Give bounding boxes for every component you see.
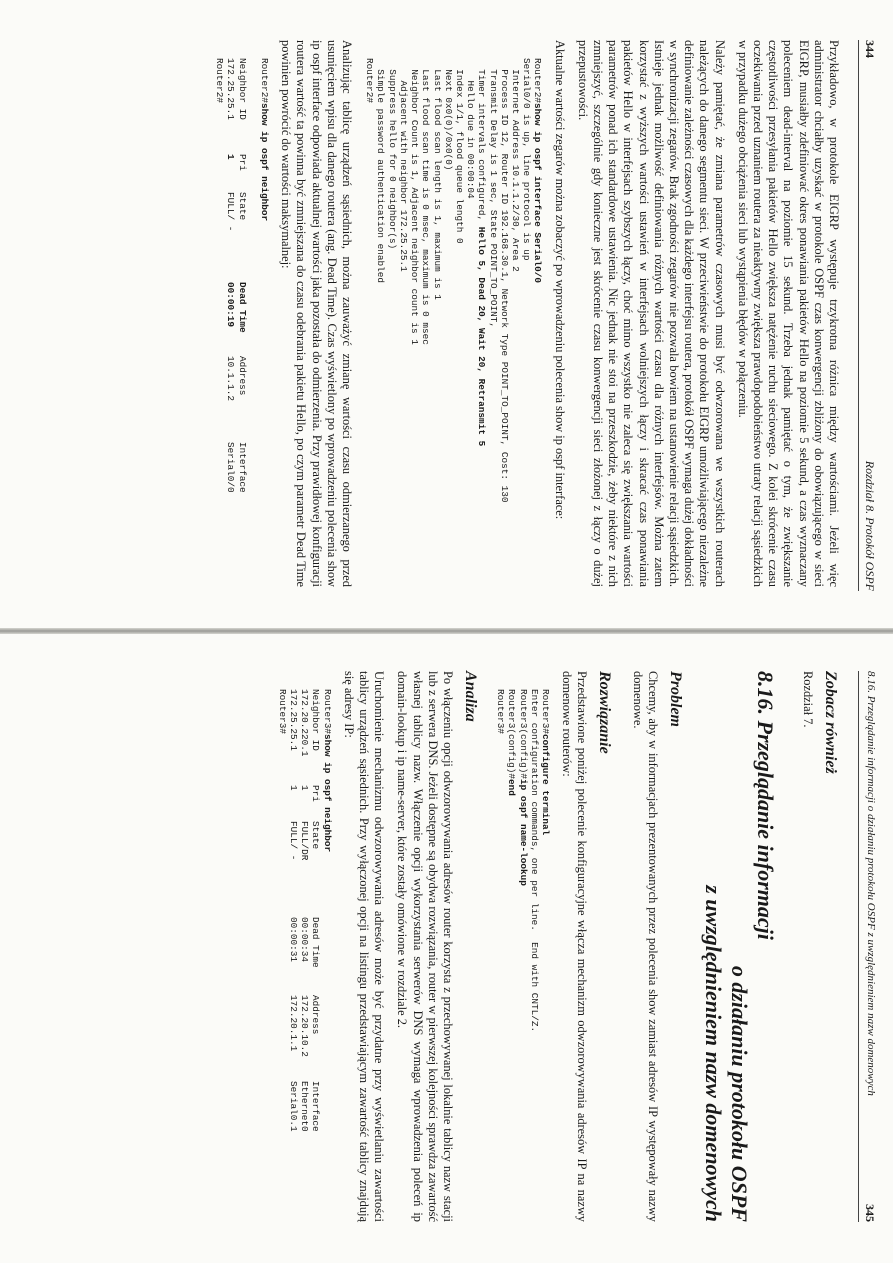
running-head-left [858, 40, 879, 591]
table-cell: 00:00:34 [299, 917, 311, 963]
table-cell: 1 [225, 154, 237, 160]
page-number: 345 [863, 1204, 877, 1222]
code-line: Enter configuration commands, one per line. End with CNTL/Z. [528, 689, 540, 1033]
table-cell: 00:00:31 [287, 917, 299, 963]
code-line: Timer intervals configured, [476, 58, 488, 227]
table-cell: Serial0/0 [225, 442, 237, 493]
paragraph: Należy pamiętać, że zmiana parametrów czasowych musi być odwzorowana we wszystkich routerach należących do danego segmentu sieci. W przeciwieństwie do protokołu EIGRP umożliwiającego niezależne definiowanie zależności czasowych dla każdego interfejsu routera, protokół OSPF wymaga dużej dokładności w synchronizacji zegarów. Brak zgodności zegarów nie pozwala bowiem na ustanowienie relacji sąsiedzkich. Istnieje jednak możliwość definiowania różnych wartości czasu dla różnych interfejsów. Można zatem korzystać z wyższych wartości ustawień w interfejsach wolniejszych łączy i skracać czas ponawiania pakietów Hello w interfejsach szybszych łączy, choć mimo wszystko nie zaleca się zwiększania wartości parametrów ponad ich standardowe ustawienia. Nic jednak nie stoi na przeszkodzie, żeby niektóre z nich zmniejszyć, szczególnie gdy konieczne jest skrócenie czasu konwergencji sieci złożonej z łączy o dużej przepustowości. [575, 40, 727, 587]
section-title [700, 671, 778, 1222]
table-cell: 172.20.220.1 [299, 689, 311, 757]
table-cell: Ethernet0 [299, 1081, 311, 1132]
col-header: Dead Time [310, 917, 322, 968]
code-line: Last flood scan length is 1, maximum is 1 [431, 58, 443, 300]
code-line: Internet Address 10.1.1.2/30, Area 2 [509, 58, 521, 272]
col-header: Address [310, 995, 322, 1035]
code-command: show ip ospf interface Serial0/0 [532, 103, 544, 284]
code-line: Neighbor Count is 1, Adjacent neighbor count is 1 [409, 58, 421, 345]
see-also-text: Rozdział 7. [801, 671, 815, 728]
section-title-line-1: 8.16. Przeglądanie informacji [752, 671, 778, 940]
col-header: Interface [310, 1081, 322, 1132]
code-line: Serial0/0 is up, line protocol is up [521, 58, 533, 261]
col-header: State [236, 192, 248, 221]
paragraph: Po włączeniu opcji odwzorowywania adresów router korzysta z przechowywanej lokalnie tablicy nazw stacji lub z serwera DNS. Jeżeli dostępne są obydwa rozwiązania, router w pierwszej kolejności sprawdza zawartość własnej tablicy nazw. Włączenie opcji wykorzystania serwerów DNS wymaga wprowadzenia poleceń ip domain-lookup i ip name-server, które zostały omówione w rozdziale 2. [395, 671, 455, 1222]
see-also-heading: Zobacz również [822, 671, 839, 774]
col-header: State [310, 821, 322, 850]
code-timers: Hello 5, Dead 20, Wait 20, Retransmit 5 [476, 226, 488, 447]
table-cell: 172.25.25.1 [225, 58, 237, 120]
table-cell: 10.1.1.2 [225, 356, 237, 402]
code-prompt: Router2# [532, 58, 544, 104]
col-header: Neighbor ID [310, 689, 322, 751]
section-title-line-2: o działaniu protokołu OSPF [726, 965, 752, 1222]
page-345 [0, 631, 893, 1262]
table-cell: 1 [299, 785, 311, 791]
table-cell: Serial0.1 [287, 1081, 299, 1132]
code-line: Hello due in 00:00:04 [465, 58, 477, 199]
analysis-heading: Analiza [461, 671, 479, 722]
paragraph: Aktualne wartości zegarów można zobaczyć po wprowadzeniu polecenia show ip ospf interface: [552, 40, 567, 520]
code-prompt: Router3(config)# [517, 689, 529, 780]
code-prompt: Router3(config)# [506, 689, 518, 780]
code-prompt: Router3# [321, 689, 333, 735]
paragraph: Analizując tablicę urządzeń sąsiednich, można zauważyć zmianę wartości czasu odmierzanego przed usunięciem wpisu dla danego routera (ang. Dead Time). Czas wyświetlony po wprowadzeniu polecenia show ip ospf interface odpowiada aktualnej wartości jaka pozostała do odmierzenia. Przy prawidłowej konfiguracji routera wartość ta powinna być zmniejszana do czasu odebrania pakietu Hello, po czym parametr Dead Time powinien powrócić do wartości maksymalnej: [279, 40, 355, 587]
code-listing-show-ip-ospf-interface [364, 58, 543, 587]
code-line: Router3# [495, 689, 507, 735]
code-line: Router2# [364, 58, 376, 104]
col-header: Neighbor ID [236, 58, 248, 120]
paragraph: Uruchomienie mechanizmu odwzorowywania adresów może być przydatne przy wyświetlaniu zawartości tablicy urządzeń sąsiednich. Przy wyłączonej opcji na listingu przedstawiającym zawartość tablicy znajdują się adresy IP: [341, 671, 387, 1222]
table-cell: FULL/ - [287, 821, 299, 861]
solution-heading: Rozwiązanie [596, 671, 614, 754]
code-line: Last flood scan time is 0 msec, maximum is 0 msec [420, 58, 432, 345]
col-header: Pri [310, 785, 322, 802]
table-cell: FULL/ - [225, 192, 237, 232]
solution-text: Przedstawione poniżej polecenie konfiguracyjne włącza mechanizm odwzorowywania adresów IP na nazwy domenowe routerów: [560, 671, 590, 1222]
col-header: Dead Time [236, 282, 248, 333]
running-head-title: 8.16. Przeglądanie informacji o działaniu protokołu OSPF z uwzględnieniem nazw domenowych [865, 671, 877, 1096]
code-line: Process ID 12, Router ID 192.168.30.1, Network Type POINT_TO_POINT, Cost: 130 [498, 58, 510, 503]
table-cell: FULL/DR [299, 821, 311, 861]
code-listing-name-lookup [495, 689, 551, 1222]
code-line: Simple password authentication enabled [375, 58, 387, 284]
col-header: Pri [236, 154, 248, 171]
code-line: Router2# [214, 58, 226, 104]
page-344 [0, 0, 893, 631]
code-prompt: Router2# [259, 58, 271, 104]
code-listing-show-ip-ospf-neighbor [214, 58, 270, 587]
code-line: Next 0x0(0)/0x0(0) [442, 58, 454, 171]
running-head-title: Rozdział 8. Protokół OSPF [863, 460, 877, 591]
code-command: show ip ospf neighbor [321, 734, 333, 853]
col-header: Address [236, 356, 248, 396]
code-command: show ip ospf neighbor [259, 103, 271, 222]
table-cell: 172.25.25.1 [287, 689, 299, 751]
code-line: Transmit Delay is 1 sec, State POINT_TO_POINT, [487, 58, 499, 329]
table-cell: 172.20.10.2 [299, 995, 311, 1057]
table-cell: 1 [287, 785, 299, 791]
code-prompt: Router3# [539, 689, 551, 735]
running-head-right [858, 671, 879, 1222]
section-title-line-3: z uwzględnieniem nazw domenowych [700, 885, 726, 1222]
code-line: Suppress hello for 0 neighbor(s) [386, 58, 398, 250]
code-listing-show-ip-ospf-neighbor [277, 689, 333, 1222]
page-number: 344 [863, 40, 877, 58]
paragraph: Przykładowo, w protokole EIGRP występuje trzykrotna różnica między wartościami. Jeżeli więc administrator chciałby uzyskać w protokole OSPF czas konwergencji zbliżony do obowiązującego w sieci EIGRP, musiałby zdefiniować okres ponawiania pakietów Hello na poziomie 5 sekund, a czas wyznaczany poleceniem dead-interval na poziomie 15 sekund. Trzeba jednak pamiętać o tym, że zwiększanie częstotliwości przesyłania pakietów Hello zwiększa natężenie ruchu sieciowego. Z kolei skrócenie czasu oczekiwania przed uznaniem routera za nieaktywny zwiększa prawdopodobieństwo utraty relacji sąsiedzkich w przypadku dużego obciążenia sieci lub wystąpienia błędów w połączeniu. [735, 40, 841, 587]
table-cell: 00:00:19 [225, 282, 237, 328]
code-line: Router3# [276, 689, 288, 735]
code-command: end [506, 779, 518, 796]
code-line: Adjacent with neighbor 172.25.25.1 [397, 58, 409, 272]
problem-heading: Problem [666, 671, 684, 727]
problem-text: Chcemy, aby w informacjach prezentowanych przez polecenia show zamiast adresów IP występowały nazwy domenowe. [630, 671, 660, 1222]
code-command: ip ospf name-lookup [517, 779, 529, 886]
code-command: configure terminal [539, 734, 551, 836]
col-header: Interface [236, 442, 248, 493]
code-line: Index 1/1, flood queue length 0 [453, 58, 465, 244]
table-cell: 172.20.1.1 [287, 995, 299, 1052]
